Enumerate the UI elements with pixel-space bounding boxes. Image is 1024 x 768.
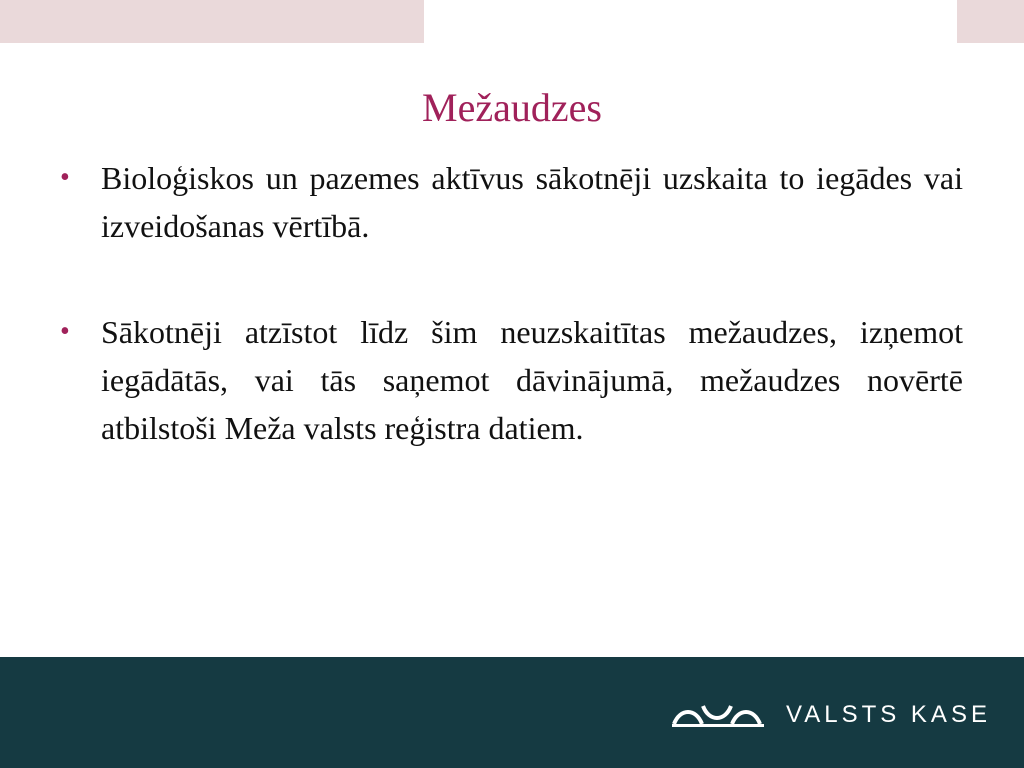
bullet-item xyxy=(60,154,963,250)
bullet-list xyxy=(60,154,963,452)
top-decor-bar-right xyxy=(957,0,1024,43)
bullet-icon: • xyxy=(60,316,70,347)
logo-text: VALSTS KASE xyxy=(786,701,991,728)
valsts-kase-logo xyxy=(672,700,991,730)
bullet-icon: • xyxy=(60,162,70,193)
valsts-kase-waves-icon xyxy=(672,702,764,728)
bullet-text: Sākotnēji atzīstot līdz šim neuzskaitītas mežaudzes, izņemot iegādātās, vai tās saņemot dāvinājumā, mežaudzes novērtē atbilstoši Meža valsts reģistra datiem. xyxy=(101,314,963,446)
bullet-text: Bioloģiskos un pazemes aktīvus sākotnēji uzskaita to iegādes vai izveidošanas vērtībā. xyxy=(101,160,963,244)
top-decor-bar-left xyxy=(0,0,424,43)
slide-title: Mežaudzes xyxy=(422,85,602,130)
bullet-item xyxy=(60,308,963,452)
